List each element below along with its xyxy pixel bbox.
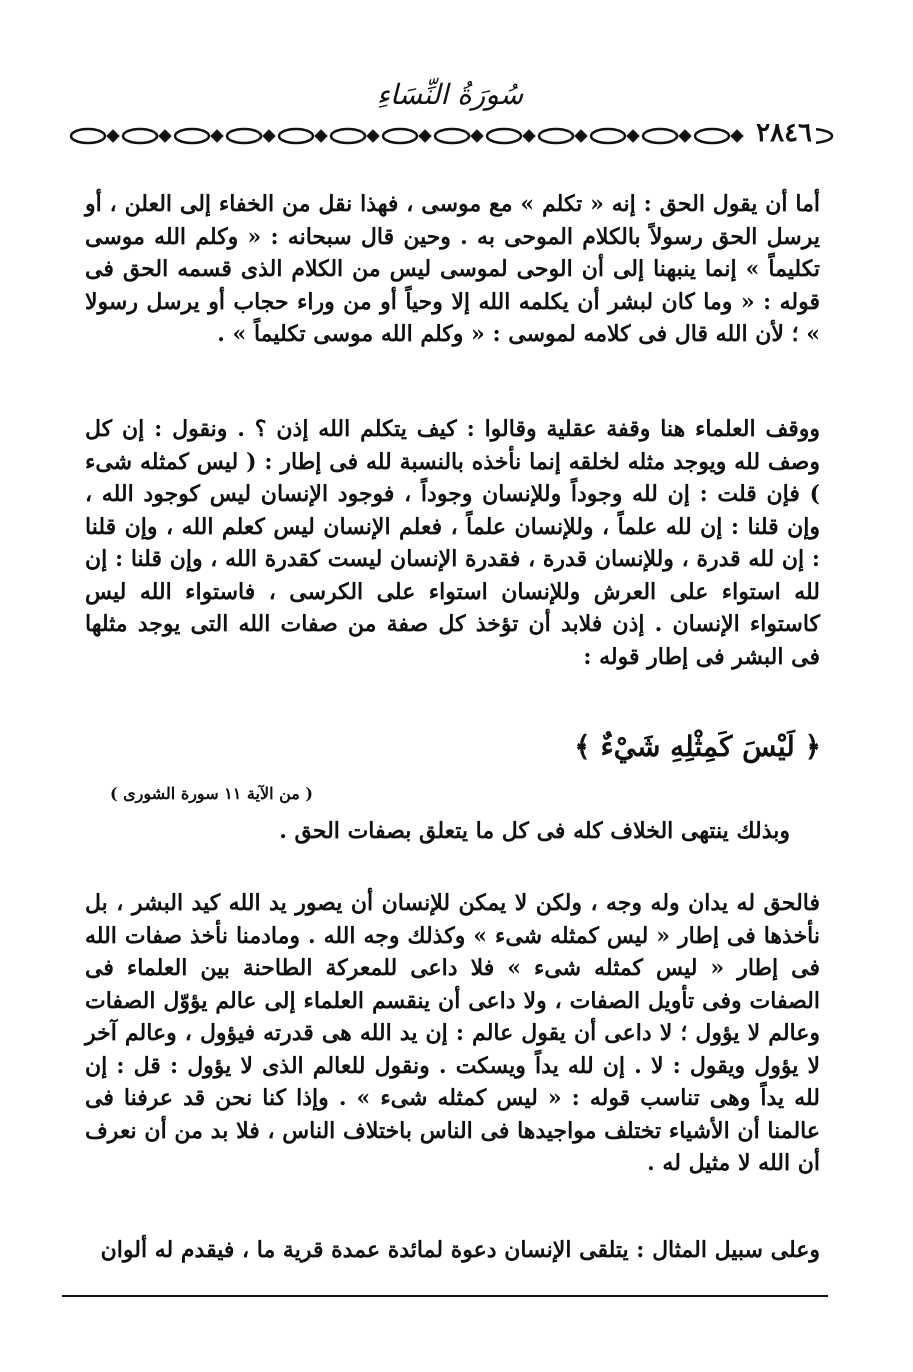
page-number: ٢٨٤٦: [752, 118, 816, 148]
verse-citation: ( من الآية ١١ سورة الشورى ): [110, 784, 313, 803]
ornamental-border: [60, 122, 840, 150]
paragraph-5: وعلى سبيل المثال : يتلقى الإنسان دعوة لمائدة عمدة قرية ما ، فيقدم له ألوان: [100, 1237, 820, 1263]
bottom-rule: [62, 1295, 828, 1297]
paragraph-1: أما أن يقول الحق : إنه « تكلم » مع موسى ، فهذا نقل من الخفاء إلى العلن ، أو يرسل الحق رسولاً بالكلام الموحى به . وحين قال سبحانه : « وكلم الله موسى تكليماً » إنما ينبهنا إلى أن الوحى لموسى ليس من الكلام الذى قسمه الحق فى قوله : « وما كان لبشر أن يكلمه الله إلا وحياً أو من وراء حجاب أو يرسل رسولا » ؛ لأن الله قال فى كلامه لموسى : « وكلم الله موسى تكليماً » .: [85, 191, 820, 347]
surah-title: سُورَةُ النِّسَاءِ: [376, 78, 524, 111]
page-header: [60, 78, 840, 168]
paragraph-3: وبذلك ينتهى الخلاف كله فى كل ما يتعلق بصفات الحق .: [279, 818, 790, 844]
paragraph-4: فالحق له يدان وله وجه ، ولكن لا يمكن للإنسان أن يصور يد الله كيد البشر ، بل نأخذها فى إطار « ليس كمثله شىء » وكذلك وجه الله . ومادمنا نأخذ صفات الله فى إطار « ليس كمثله شىء » فلا داعى للمعركة الطاحنة بين العلماء فى الصفات وفى تأويل الصفات ، ولا داعى أن ينقسم العلماء إلى عالم يؤوّل الصفات وعالم لا يؤول ؛ لا داعى أن يقول عالم : إن يد الله هى قدرته فيؤول ، وعالم آخر لا يؤول ويقول : لا . إن لله يداً ويسكت . ونقول للعالم الذى لا يؤول : قل : إن لله يداً وهى تناسب قوله : « ليس كمثله شىء » . وإذا كنا نحن قد عرفنا فى عالمنا أن الأشياء تختلف مواجيدها فى الناس باختلاف الناس ، فلا بد من أن نعرف أن الله لا مثيل له .: [85, 890, 820, 1176]
quranic-verse: ﴿ لَيْسَ كَمِثْلِهِ شَيْءٌ ﴾: [574, 730, 821, 763]
paragraph-2: ووقف العلماء هنا وقفة عقلية وقالوا : كيف يتكلم الله إذن ؟ . ونقول : إن كل وصف لله ويوجد مثله لخلقه إنما نأخذه بالنسبة لله فى إطار : ( ليس كمثله شىء ) فإن قلت : إن لله وجوداً وللإنسان وجوداً ، فوجود الإنسان ليس كوجود الله ، وإن قلنا : إن لله علماً ، وللإنسان علماً ، فعلم الإنسان ليس كعلم الله ، وإن قلنا : إن لله قدرة ، وللإنسان قدرة ، فقدرة الإنسان ليست كقدرة الله ، وإن قلنا : إن لله استواء على العرش وللإنسان استواء على الكرسى ، فاستواء الله ليس كاستواء الإنسان . إذن فلابد أن تؤخذ كل صفة من صفات الله التى يوجد مثلها فى البشر فى إطار قوله :: [85, 416, 820, 670]
